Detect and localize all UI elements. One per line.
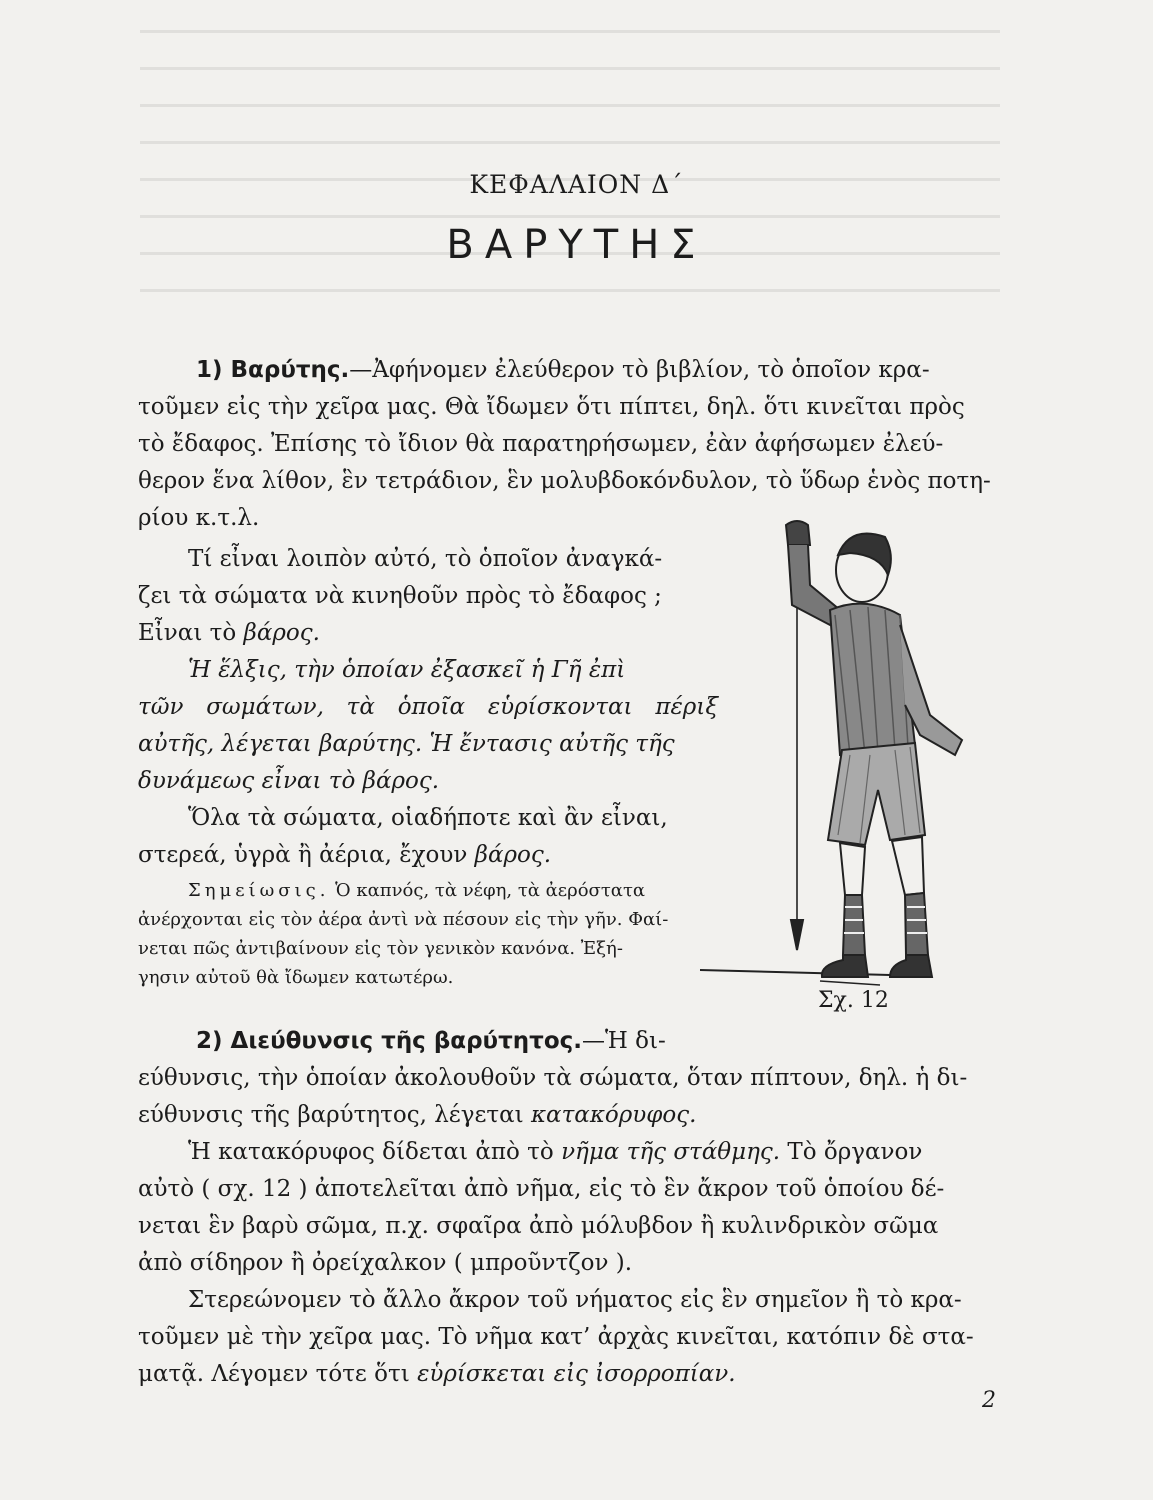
text-line: Ὅλα τὰ σώματα, οἱαδήποτε καὶ ἂν εἶναι, xyxy=(188,805,668,831)
text-line: θερον ἕνα λίθον, ἓν τετράδιον, ἓν μολυβδοκόνδυλον, τὸ ὕδωρ ἑνὸς ποτη- xyxy=(138,468,991,494)
plumb-line-figure xyxy=(700,515,1000,995)
italic-term: κατακόρυφος. xyxy=(530,1102,697,1128)
text-line: Ἀφήνομεν ἐλεύθερον τὸ βιβλίον, τὸ ὁποῖον κρα- xyxy=(372,357,930,383)
text-line: εύθυνσις, τὴν ὁποίαν ἀκολουθοῦν τὰ σώματα, ὅταν πίπτουν, δηλ. ἡ δι- xyxy=(138,1065,968,1091)
note-line xyxy=(138,876,718,905)
text-line xyxy=(138,1134,998,1171)
text-run: ματᾷ. Λέγομεν τότε ὅτι xyxy=(138,1361,418,1387)
chapter-label: ΚΕΦΑΛΑΙΟΝ Δ΄ xyxy=(469,170,684,199)
section-1-intro xyxy=(138,352,998,537)
text-line xyxy=(138,615,718,652)
definition-line: δυνάμεως εἶναι τὸ βάρος. xyxy=(138,768,440,794)
figure-caption: Σχ. 12 xyxy=(818,988,889,1013)
text-run: Τὸ ὄργανον xyxy=(780,1139,923,1165)
text-run: στερεά, ὑγρὰ ἢ ἀέρια, ἔχουν xyxy=(138,842,475,868)
section-1-heading: 1) Βαρύτης. xyxy=(196,357,350,383)
note-text: Ὁ καπνός, τὰ νέφη, τὰ ἀερόστατα xyxy=(335,880,646,901)
italic-term: εὑρίσκεται εἰς ἰσορροπίαν. xyxy=(417,1361,736,1387)
text-line: Στερεώνομεν τὸ ἄλλο ἄκρον τοῦ νήματος εἰς ἓν σημεῖον ἢ τὸ κρα- xyxy=(188,1287,962,1313)
section-2-heading-line xyxy=(138,1023,718,1060)
chapter-title: ΒΑΡΥΤΗΣ xyxy=(446,222,707,268)
text-line: τοῦμεν μὲ τὴν χεῖρα μας. Τὸ νῆμα κατ’ ἀρχὰς κινεῖται, κατόπιν δὲ στα- xyxy=(138,1324,974,1350)
italic-term: βάρος. xyxy=(474,842,552,868)
text-line: ζει τὰ σώματα νὰ κινηθοῦν πρὸς τὸ ἔδαφος ; xyxy=(138,583,662,609)
definition-line: αὐτῆς, λέγεται βαρύτης. Ἡ ἔντασις αὐτῆς τῆς xyxy=(138,731,675,757)
text-line: νεται ἓν βαρὺ σῶμα, π.χ. σφαῖρα ἀπὸ μόλυβδον ἢ κυλινδρικὸν σῶμα xyxy=(138,1213,939,1239)
section-1-column xyxy=(138,541,718,874)
definition-line: Ἡ ἕλξις, τὴν ὁποίαν ἐξασκεῖ ἡ Γῆ ἐπὶ xyxy=(188,657,626,683)
note-line: γησιν αὐτοῦ θὰ ἴδωμεν κατωτέρω. xyxy=(138,967,454,988)
heading-dash: — xyxy=(349,357,373,383)
italic-term: βάρος. xyxy=(243,620,320,646)
text-run: Ἡ κατακόρυφος δίδεται ἀπὸ τὸ xyxy=(188,1139,562,1165)
definition-line: τῶν σωμάτων, τὰ ὁποῖα εὑρίσκονται πέριξ xyxy=(138,694,718,720)
text-line: αὐτὸ ( σχ. 12 ) ἀποτελεῖται ἀπὸ νῆμα, εἰς τὸ ἓν ἄκρον τοῦ ὁποίου δέ- xyxy=(138,1176,945,1202)
note-line: ἀνέρχονται εἰς τὸν ἀέρα ἀντὶ νὰ πέσουν εἰς τὴν γῆν. Φαί- xyxy=(138,909,669,930)
text-line xyxy=(138,837,718,874)
text-line: τὸ ἔδαφος. Ἐπίσης τὸ ἴδιον θὰ παρατηρήσωμεν, ἐὰν ἀφήσωμεν ἐλεύ- xyxy=(138,431,944,457)
note-block xyxy=(138,876,718,992)
note-label: Σημείωσις. xyxy=(188,880,330,901)
heading-dash: — xyxy=(582,1028,605,1054)
italic-term: νῆμα τῆς στάθμης. xyxy=(561,1139,781,1165)
text-run: Εἶναι τὸ xyxy=(138,620,244,646)
page-number: 2 xyxy=(982,1388,996,1413)
text-line xyxy=(138,1356,998,1393)
text-line xyxy=(138,1097,998,1134)
text-line: ρίου κ.τ.λ. xyxy=(138,505,260,531)
text-run: Ἡ δι- xyxy=(605,1028,666,1054)
text-run: εύθυνσις τῆς βαρύτητος, λέγεται xyxy=(138,1102,531,1128)
section-2-body xyxy=(138,1060,998,1393)
text-line: Τί εἶναι λοιπὸν αὐτό, τὸ ὁποῖον ἀναγκά- xyxy=(188,546,663,572)
text-line: τοῦμεν εἰς τὴν χεῖρα μας. Θὰ ἴδωμεν ὅτι πίπτει, δηλ. ὅτι κινεῖται πρὸς xyxy=(138,394,965,420)
note-line: νεται πῶς ἀντιβαίνουν εἰς τὸν γενικὸν κανόνα. Ἐξή- xyxy=(138,938,623,959)
section-2-heading: 2) Διεύθυνσις τῆς βαρύτητος. xyxy=(196,1028,582,1054)
text-line: ἀπὸ σίδηρον ἢ ὀρείχαλκον ( μπροῦντζον ). xyxy=(138,1250,633,1276)
section-1-first-line xyxy=(138,352,998,389)
section-2-first-line xyxy=(138,1023,718,1060)
